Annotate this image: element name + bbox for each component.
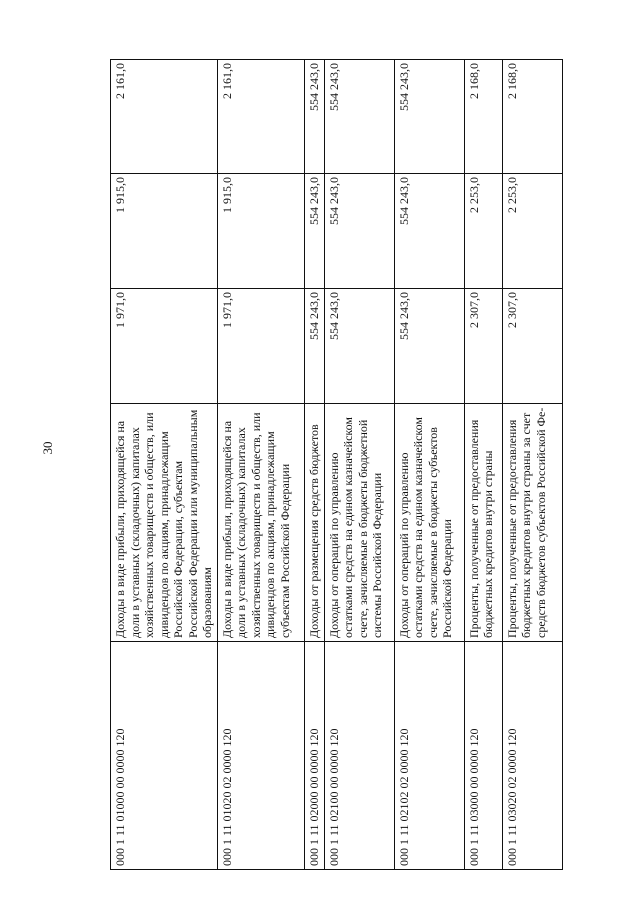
value-cell-1: 554 243,0 [304, 289, 324, 404]
revenue-name-cell: Доходы от размещения средств бюджетов [304, 404, 324, 642]
revenue-name-cell: Доходы в виде прибыли, приходящейся на доли в уставных (складочных) капиталах хозяйственных товариществ и обществ, или дивидендов по акциям, принадлежащим субъектам Российской Федерации [217, 404, 304, 642]
revenue-name-cell: Проценты, полученные от предоставления бюджетных кредитов внутри страны за счет средств бюджетов субъектов Российской Фе- [502, 404, 562, 642]
table-row [324, 60, 394, 870]
value-cell-1: 1 971,0 [217, 289, 304, 404]
revenue-name-cell: Доходы в виде прибыли, приходящейся на доли в уставных (складочных) капиталах хозяйственных товариществ и обществ, или дивидендов по акциям, принадлежащим Российской Федерации, субъектам Российской Федерации или муниципальным образованиям [111, 404, 218, 642]
table-row [464, 60, 502, 870]
value-cell-2: 1 915,0 [111, 174, 218, 289]
value-cell-3: 2 168,0 [502, 60, 562, 174]
table-row [502, 60, 562, 870]
budget-code-cell: 000 1 11 01000 00 0000 120 [111, 642, 218, 870]
revenue-name-cell: Доходы от операций по управлению остатками средств на едином казначейском счете, зачисляемые в бюджеты бюджетной системы Российской Федерации [324, 404, 394, 642]
page-number: 30 [40, 441, 55, 455]
budget-code-cell: 000 1 11 03000 00 0000 120 [464, 642, 502, 870]
value-cell-2: 554 243,0 [304, 174, 324, 289]
value-cell-1: 2 307,0 [464, 289, 502, 404]
revenue-table [110, 59, 563, 870]
value-cell-1: 554 243,0 [394, 289, 464, 404]
value-cell-2: 554 243,0 [394, 174, 464, 289]
value-cell-3: 2 168,0 [464, 60, 502, 174]
value-cell-2: 1 915,0 [217, 174, 304, 289]
value-cell-3: 2 161,0 [217, 60, 304, 174]
budget-code-cell: 000 1 11 02102 02 0000 120 [394, 642, 464, 870]
table-row [111, 60, 218, 870]
value-cell-3: 554 243,0 [324, 60, 394, 174]
rotated-table-wrapper [110, 60, 570, 870]
value-cell-3: 554 243,0 [304, 60, 324, 174]
table-row [304, 60, 324, 870]
value-cell-2: 2 253,0 [502, 174, 562, 289]
budget-code-cell: 000 1 11 02000 00 0000 120 [304, 642, 324, 870]
budget-code-cell: 000 1 11 02100 00 0000 120 [324, 642, 394, 870]
budget-code-cell: 000 1 11 03020 02 0000 120 [502, 642, 562, 870]
table-row [217, 60, 304, 870]
table-row [394, 60, 464, 870]
value-cell-1: 554 243,0 [324, 289, 394, 404]
revenue-name-cell: Доходы от операций по управлению остатками средств на едином казначейском счете, зачисляемые в бюджеты субъектов Российской Федерации [394, 404, 464, 642]
value-cell-3: 554 243,0 [394, 60, 464, 174]
value-cell-3: 2 161,0 [111, 60, 218, 174]
revenue-name-cell: Проценты, полученные от предоставления бюджетных кредитов внутри страны [464, 404, 502, 642]
value-cell-1: 1 971,0 [111, 289, 218, 404]
value-cell-2: 2 253,0 [464, 174, 502, 289]
budget-code-cell: 000 1 11 01020 02 0000 120 [217, 642, 304, 870]
value-cell-1: 2 307,0 [502, 289, 562, 404]
value-cell-2: 554 243,0 [324, 174, 394, 289]
